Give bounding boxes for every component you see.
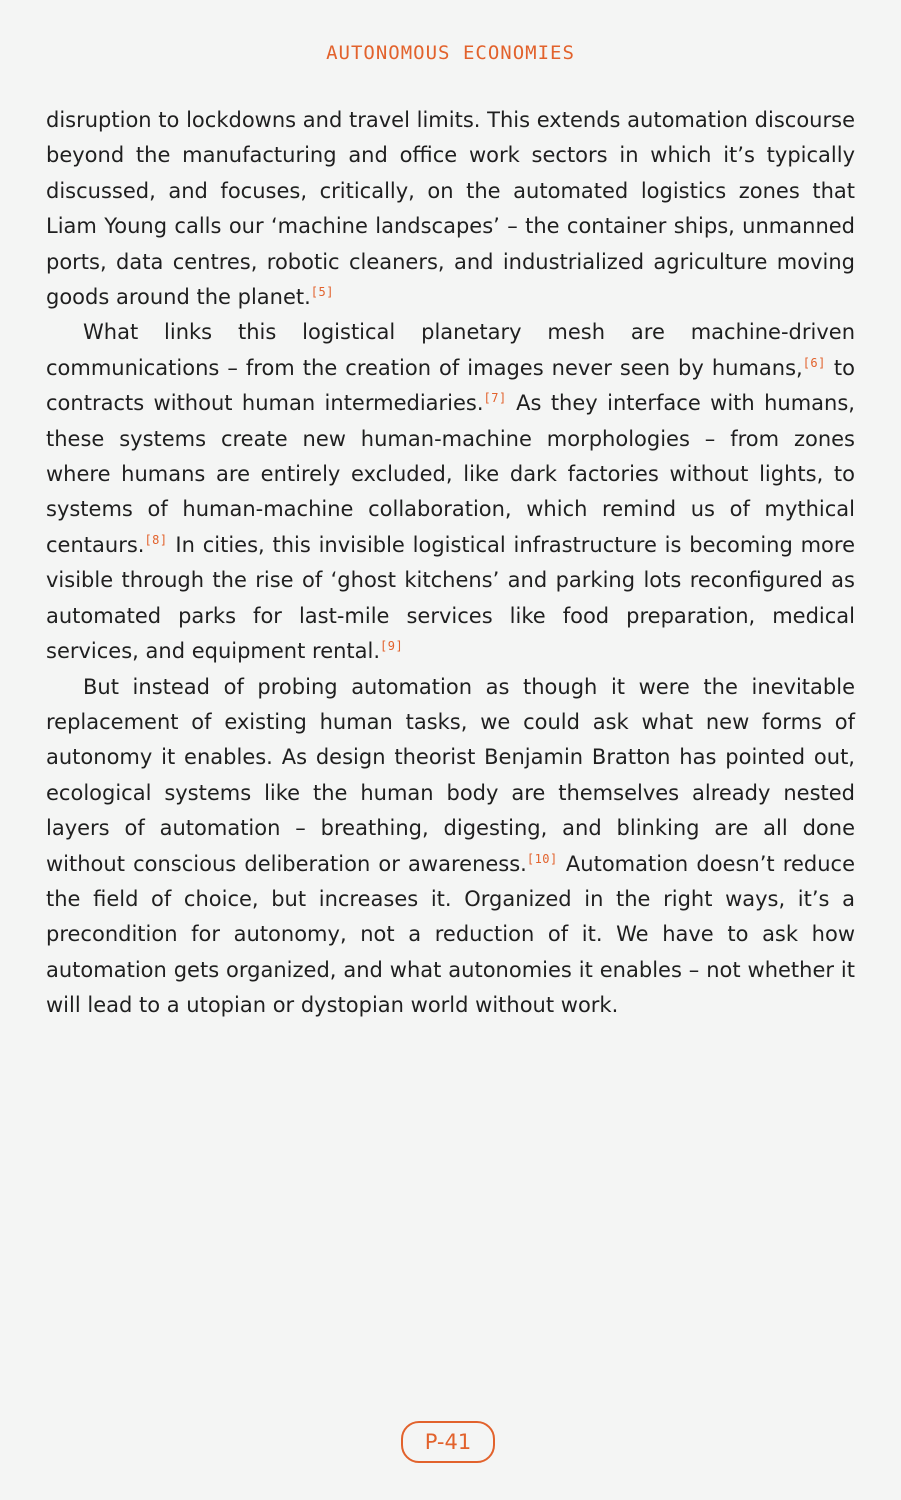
text-segment: As they interface with humans, these systems create new human-machine morphologies – from zones where humans are entirely excluded, like dark factories without lights, to systems of human-machine collaboration, which remind us of mythical centaurs. xyxy=(46,391,855,557)
footnote-ref-5[interactable]: [5] xyxy=(310,285,334,300)
footnote-ref-10[interactable]: [10] xyxy=(526,851,558,866)
text-segment: disruption to lockdowns and travel limits. This extends automation discourse beyond the manufacturing and office work sectors in which it’s typically discussed, and focuses, critically, on the automated logistics zones that Liam Young calls our ‘machine landscapes’ – the container ships, unmanned ports, data centres, robotic cleaners, and industrialized agriculture moving goods around the planet. xyxy=(46,108,855,310)
footnote-ref-9[interactable]: [9] xyxy=(380,639,404,654)
page-number: P-41 xyxy=(424,1430,472,1454)
paragraph xyxy=(46,670,855,1024)
footnote-ref-8[interactable]: [8] xyxy=(144,532,168,547)
paragraph xyxy=(46,103,855,315)
text-segment: to contracts without human intermediaries. xyxy=(46,355,855,416)
page-number-badge xyxy=(401,1421,495,1463)
paragraph xyxy=(46,315,855,669)
text-segment: In cities, this invisible logistical infrastructure is becoming more visible through the rise of ‘ghost kitchens’ and parking lots reconfigured as automated parks for last-mile services like food preparation, medical services, and equipment rental. xyxy=(46,532,855,664)
footnote-ref-6[interactable]: [6] xyxy=(802,355,826,370)
footnote-ref-7[interactable]: [7] xyxy=(483,391,507,406)
text-segment: But instead of probing automation as though it were the inevitable replacement of existing human tasks, we could ask what new forms of autonomy it enables. As design theorist Benjamin Bratton has pointed out, ecological systems like the human body are themselves already nested layers of automation – breathing, digesting, and blinking are all done without conscious deliberation or awareness. xyxy=(46,674,855,876)
running-title: AUTONOMOUS ECONOMIES xyxy=(326,42,575,64)
text-segment: What links this logistical planetary mesh are machine-driven communications – from the creation of images never seen by humans, xyxy=(46,320,855,380)
body-text xyxy=(46,103,855,1024)
text-segment: Automation doesn’t reduce the field of choice, but increases it. Organized in the right ways, it’s a precondition for autonomy, not a reduction of it. We have to ask how automation gets organized, and what autonomies it enables – not whether it will lead to a utopian or dystopian world without work. xyxy=(46,851,855,1018)
